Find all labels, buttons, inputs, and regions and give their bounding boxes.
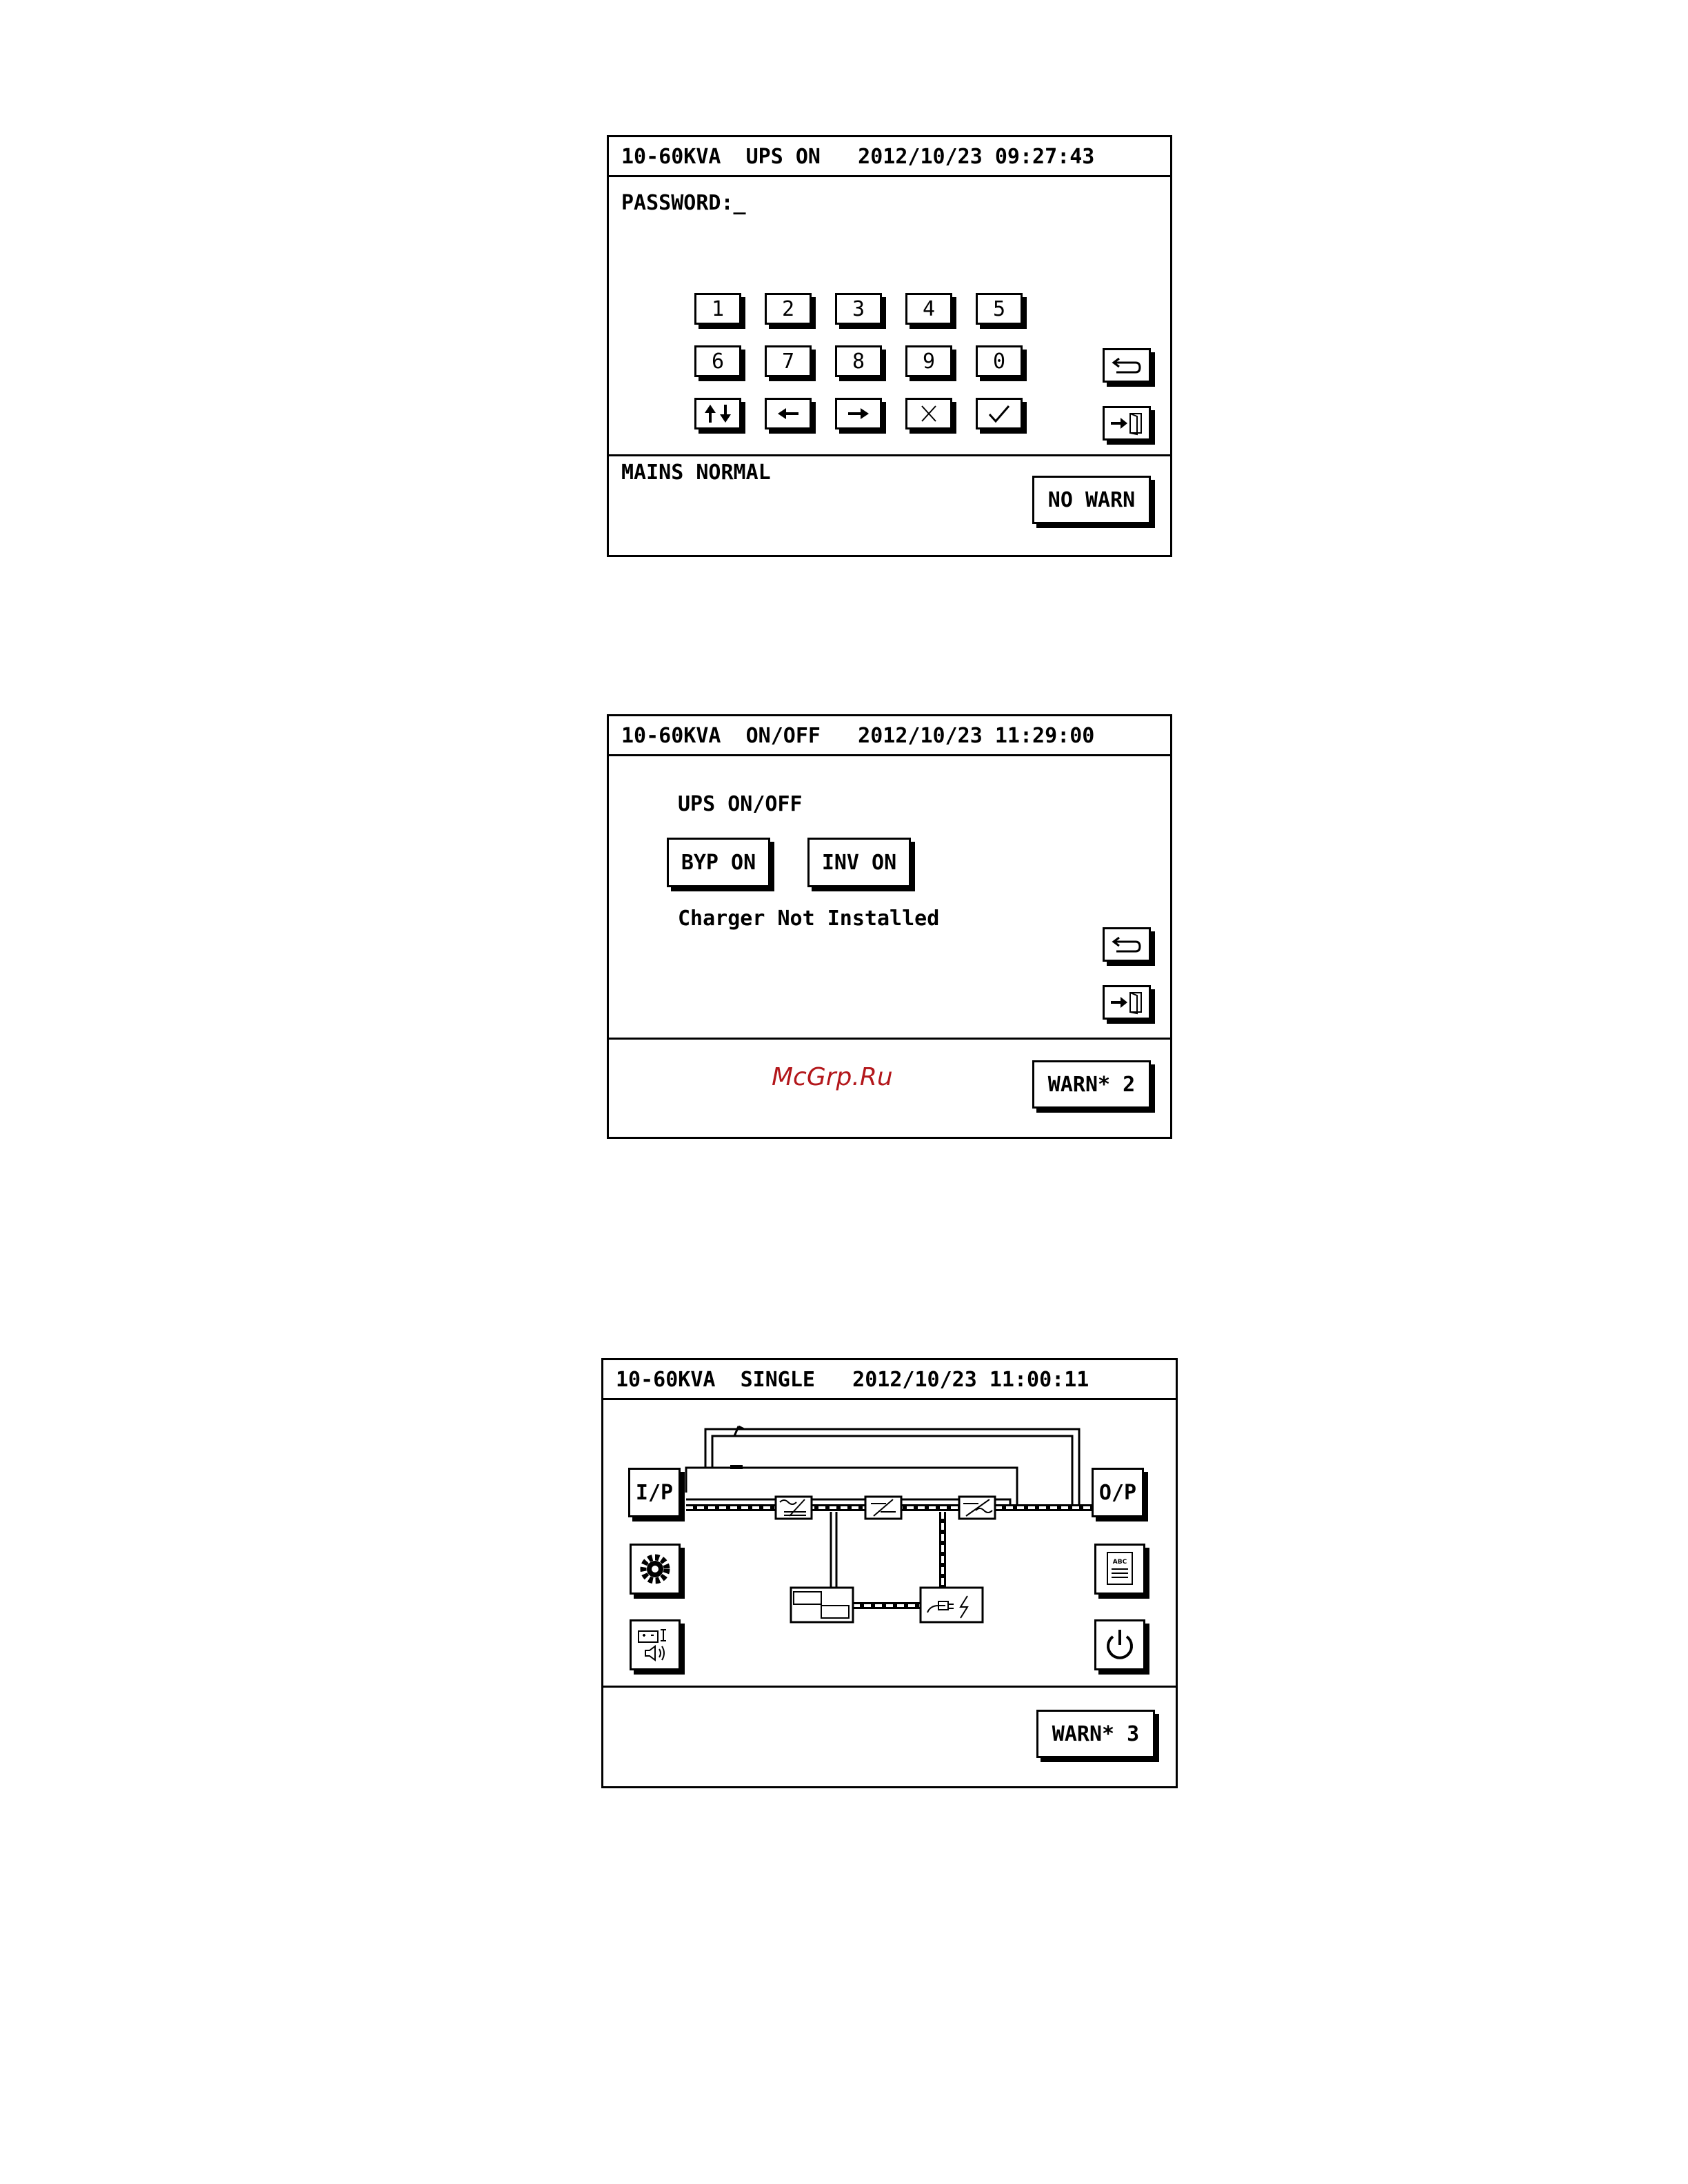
key-4[interactable]: 4 bbox=[905, 293, 952, 325]
gear-icon bbox=[636, 1550, 674, 1588]
battery-icon bbox=[791, 1588, 853, 1622]
key-0[interactable]: 0 bbox=[976, 345, 1023, 377]
on-off-screen bbox=[607, 714, 1172, 1139]
key-3[interactable]: 3 bbox=[835, 293, 882, 325]
password-screen bbox=[607, 135, 1172, 557]
key-1[interactable]: 1 bbox=[694, 293, 741, 325]
up-down-key[interactable] bbox=[694, 398, 741, 429]
battery-alarm-button[interactable] bbox=[630, 1619, 681, 1670]
title-bar: 10-60KVA ON/OFF 2012/10/23 11:29:00 bbox=[609, 716, 1170, 756]
title-bar: 10-60KVA UPS ON 2012/10/23 09:27:43 bbox=[609, 137, 1170, 177]
power-icon bbox=[1101, 1626, 1139, 1664]
warn-button[interactable]: WARN* 2 bbox=[1032, 1060, 1151, 1109]
rectifier-icon bbox=[776, 1497, 812, 1519]
mains-status-text: MAINS NORMAL bbox=[621, 461, 771, 485]
confirm-check-icon bbox=[985, 403, 1013, 424]
records-button[interactable] bbox=[1094, 1544, 1145, 1595]
password-label: PASSWORD:_ bbox=[621, 191, 746, 215]
battery-speaker-icon bbox=[636, 1626, 674, 1664]
svg-text:ABC: ABC bbox=[1112, 1559, 1127, 1566]
bypass-on-button[interactable]: BYP ON bbox=[667, 838, 770, 887]
exit-door-icon bbox=[1108, 990, 1145, 1015]
key-5[interactable]: 5 bbox=[976, 293, 1023, 325]
exit-button[interactable] bbox=[1103, 985, 1151, 1020]
settings-button[interactable] bbox=[630, 1544, 681, 1595]
mimic-diagram-screen bbox=[601, 1358, 1178, 1788]
back-arrow-icon bbox=[1109, 354, 1144, 376]
exit-button[interactable] bbox=[1103, 406, 1151, 441]
inverter-icon bbox=[959, 1497, 995, 1519]
input-button[interactable]: I/P bbox=[628, 1468, 681, 1517]
exit-door-icon bbox=[1108, 411, 1145, 436]
ups-on-off-heading: UPS ON/OFF bbox=[678, 792, 803, 816]
key-8[interactable]: 8 bbox=[835, 345, 882, 377]
dc-dc-converter-icon bbox=[865, 1497, 901, 1519]
key-9[interactable]: 9 bbox=[905, 345, 952, 377]
title-bar: 10-60KVA SINGLE 2012/10/23 11:00:11 bbox=[603, 1360, 1176, 1400]
cancel-x-icon bbox=[915, 403, 943, 424]
warn-button[interactable]: NO WARN bbox=[1032, 476, 1151, 524]
up-down-arrows-icon bbox=[701, 402, 735, 425]
key-2[interactable]: 2 bbox=[765, 293, 812, 325]
right-key[interactable] bbox=[835, 398, 882, 429]
status-bar bbox=[609, 454, 1170, 555]
back-button[interactable] bbox=[1103, 927, 1151, 962]
key-6[interactable]: 6 bbox=[694, 345, 741, 377]
power-button[interactable] bbox=[1094, 1619, 1145, 1670]
power-flow-diagram bbox=[603, 1402, 1180, 1691]
inverter-on-button[interactable]: INV ON bbox=[807, 838, 911, 887]
load-plug-icon bbox=[921, 1588, 983, 1622]
cancel-key[interactable] bbox=[905, 398, 952, 429]
back-button[interactable] bbox=[1103, 348, 1151, 383]
confirm-key[interactable] bbox=[976, 398, 1023, 429]
status-bar bbox=[603, 1686, 1176, 1786]
warn-button[interactable]: WARN* 3 bbox=[1036, 1710, 1155, 1758]
status-bar bbox=[609, 1038, 1170, 1137]
charger-status-text: Charger Not Installed bbox=[678, 907, 940, 931]
left-key[interactable] bbox=[765, 398, 812, 429]
watermark: McGrp.Ru bbox=[772, 1063, 893, 1091]
key-7[interactable]: 7 bbox=[765, 345, 812, 377]
document-abc-icon bbox=[1101, 1550, 1139, 1588]
left-arrow-icon bbox=[771, 403, 805, 424]
back-arrow-icon bbox=[1109, 933, 1144, 956]
right-arrow-icon bbox=[841, 403, 876, 424]
output-button[interactable]: O/P bbox=[1092, 1468, 1144, 1517]
